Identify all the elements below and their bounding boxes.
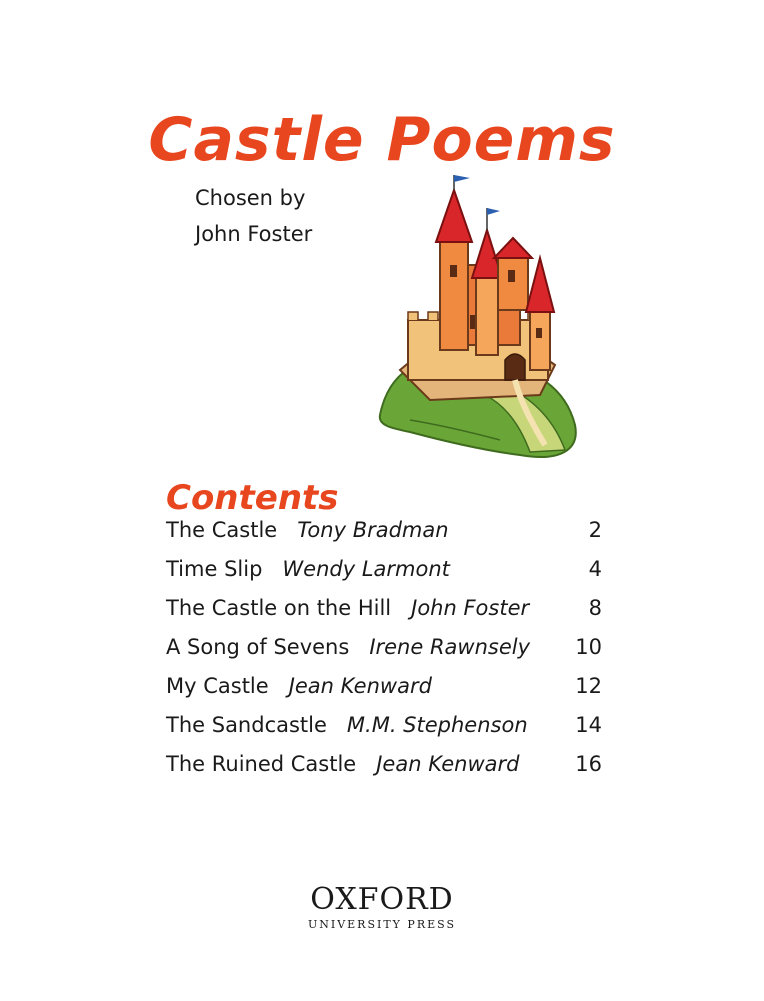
poem-author: Wendy Larmont — [282, 557, 450, 581]
byline-label: Chosen by — [195, 186, 306, 210]
page-number: 10 — [575, 635, 602, 659]
page-number: 14 — [575, 713, 602, 737]
poem-title: The Sandcastle — [166, 713, 327, 737]
toc-entry[interactable] — [166, 632, 602, 671]
poem-title: The Castle — [166, 518, 278, 542]
byline — [195, 180, 312, 252]
poem-title: The Castle on the Hill — [166, 596, 392, 620]
toc-entry[interactable] — [166, 710, 602, 749]
page-number: 2 — [588, 518, 602, 542]
poem-author: Irene Rawnsely — [369, 635, 531, 659]
page-number: 12 — [575, 674, 602, 698]
page-number: 4 — [588, 557, 602, 581]
publisher-subtitle: UNIVERSITY PRESS — [307, 918, 457, 931]
poem-title: My Castle — [166, 674, 269, 698]
page-number: 16 — [575, 752, 602, 776]
poem-title: The Ruined Castle — [166, 752, 357, 776]
castle-illustration — [370, 170, 585, 470]
poem-author: Jean Kenward — [288, 674, 432, 698]
poem-author: John Foster — [411, 596, 530, 620]
toc-entry[interactable] — [166, 554, 602, 593]
byline-editor: John Foster — [195, 222, 313, 246]
publisher-logo — [0, 883, 764, 933]
poem-title: Time Slip — [166, 557, 263, 581]
poem-author: Jean Kenward — [376, 752, 520, 776]
table-of-contents — [166, 515, 602, 788]
page-number: 8 — [588, 596, 602, 620]
contents-heading: Contents — [166, 478, 339, 519]
poem-author: Tony Bradman — [297, 518, 449, 542]
toc-entry[interactable] — [166, 671, 602, 710]
poem-title: A Song of Sevens — [166, 635, 350, 659]
page-title: Castle Poems — [148, 105, 616, 176]
toc-entry[interactable] — [166, 593, 602, 632]
poem-author: M.M. Stephenson — [346, 713, 528, 737]
toc-entry[interactable] — [166, 515, 602, 554]
publisher-name: OXFORD — [310, 882, 454, 917]
toc-entry[interactable] — [166, 749, 602, 788]
